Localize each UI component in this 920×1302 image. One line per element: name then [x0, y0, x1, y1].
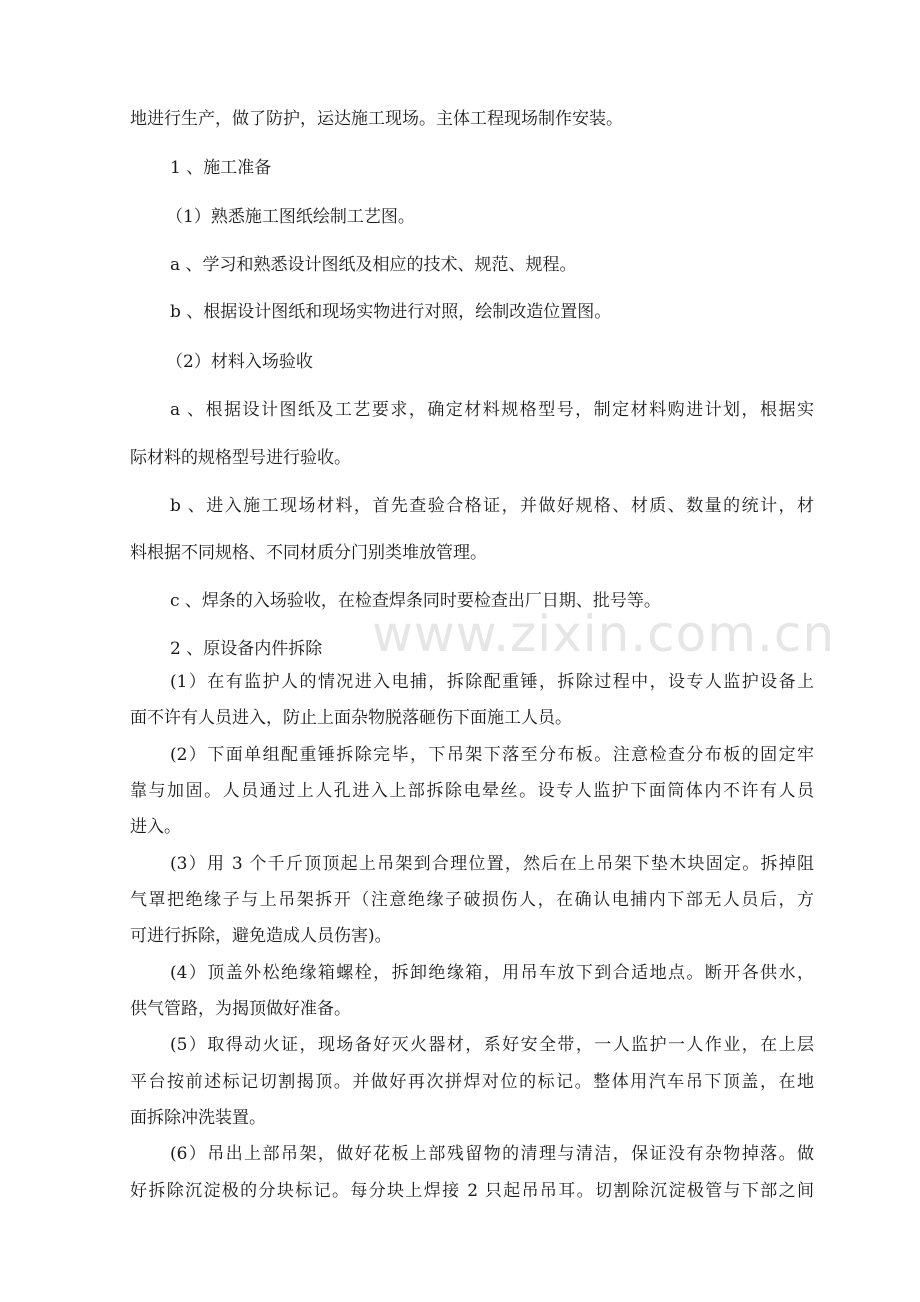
subsection-heading: （2）材料入场验收	[166, 352, 313, 372]
text-line: 气罩把绝缘子与上吊架拆开（注意绝缘子破损伤人，在确认电捕内下部无人员后，方	[130, 890, 814, 910]
text-line: 可进行拆除，避免造成人员伤害)。	[130, 926, 392, 946]
watermark: www.zixin.com.cn	[372, 605, 836, 663]
text-line: 靠与加固。人员通过上人孔进入上部拆除电晕丝。设专人监护下面筒体内不许有人员	[130, 781, 814, 801]
text-line: 料根据不同规格、不同材质分门别类堆放管理。	[130, 543, 487, 563]
text-line: b 、进入施工现场材料，首先查验合格证，并做好规格、材质、数量的统计，材	[170, 496, 814, 516]
text-line: b 、根据设计图纸和现场实物进行对照，绘制改造位置图。	[170, 302, 612, 322]
text-line: 进入。	[130, 817, 181, 837]
text-line: (1）在有监护人的情况进入电捕，拆除配重锤，拆除过程中，设专人监护设备上	[170, 672, 814, 692]
subsection-heading: （1）熟悉施工图纸绘制工艺图。	[166, 207, 415, 227]
text-line: c 、焊条的入场验收，在检查焊条同时要检查出厂日期、批号等。	[170, 591, 661, 611]
text-line: (3）用 3 个千斤顶顶起上吊架到合理位置，然后在上吊架下垫木块固定。拆掉阻	[170, 854, 814, 874]
text-line: a 、学习和熟悉设计图纸及相应的技术、规范、规程。	[170, 255, 577, 275]
text-line: 面拆除冲洗装置。	[130, 1108, 266, 1128]
text-line: (4）顶盖外松绝缘箱螺栓，拆卸绝缘箱，用吊车放下到合适地点。断开各供水，	[170, 963, 814, 983]
text-line: (2）下面单组配重锤拆除完毕，下吊架下落至分布板。注意检查分布板的固定牢	[170, 745, 814, 765]
text-line: 平台按前述标记切割揭顶。并做好再次拼焊对位的标记。整体用汽车吊下顶盖，在地	[130, 1072, 814, 1092]
text-line: (5）取得动火证，现场备好灭火器材，系好安全带，一人监护一人作业，在上层	[170, 1035, 814, 1055]
text-line: 地进行生产，做了防护，运达施工现场。主体工程现场制作安装。	[130, 109, 623, 129]
section-heading: 2 、原设备内件拆除	[170, 639, 323, 659]
text-line: 供气管路，为揭顶做好准备。	[130, 999, 351, 1019]
text-line: 际材料的规格型号进行验收。	[130, 448, 351, 468]
section-heading: 1 、施工准备	[170, 158, 272, 178]
text-line: (6）吊出上部吊架，做好花板上部残留物的清理与清洁，保证没有杂物掉落。做	[170, 1144, 814, 1164]
text-line: 好拆除沉淀极的分块标记。每分块上焊接 2 只起吊吊耳。切割除沉淀极管与下部之间	[130, 1181, 814, 1201]
text-line: 面不许有人员进入，防止上面杂物脱落砸伤下面施工人员。	[130, 708, 572, 728]
text-line: a 、根据设计图纸及工艺要求，确定材料规格型号，制定材料购进计划，根据实	[170, 400, 814, 420]
